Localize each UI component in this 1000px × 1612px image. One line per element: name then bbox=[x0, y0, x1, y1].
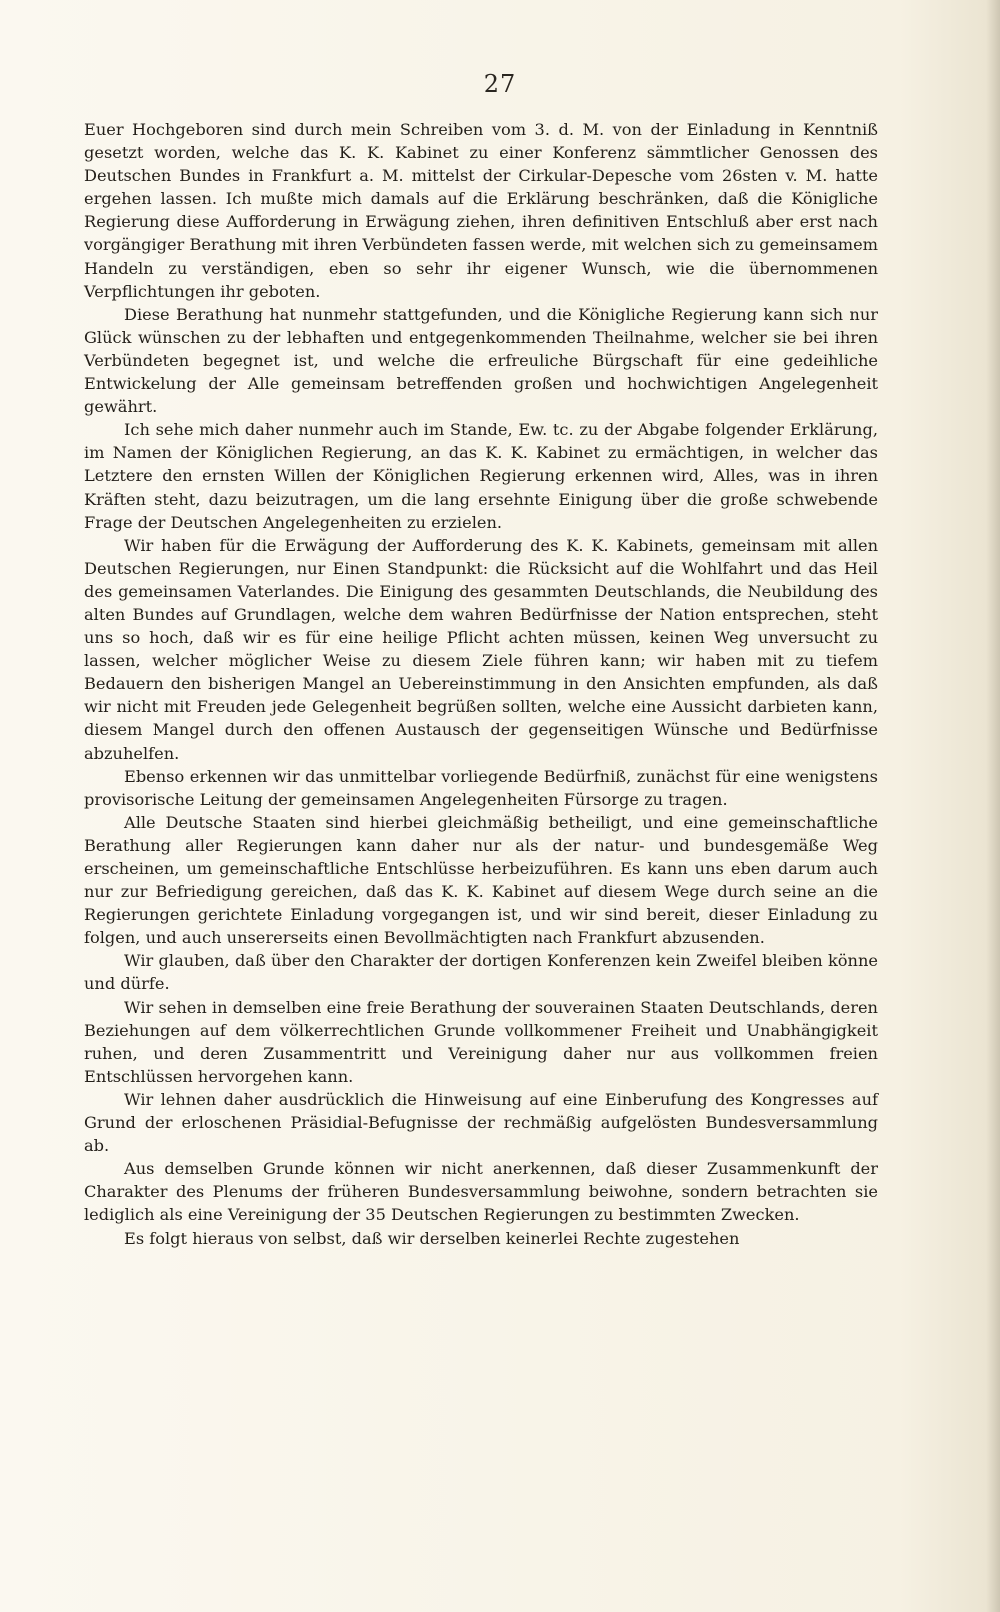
paragraph: Wir glauben, daß über den Charakter der dortigen Konferenzen kein Zweifel bleiben könne und dürfe. bbox=[84, 951, 878, 994]
paragraph: Ebenso erkennen wir das unmittelbar vorliegende Bedürfniß, zunächst für eine wenigstens provisorische Leitung der gemeinsamen Angelegenheiten Fürsorge zu tragen. bbox=[84, 766, 878, 809]
page-edge-shadow bbox=[986, 0, 1000, 1612]
paragraph: Es folgt hieraus von selbst, daß wir derselben keinerlei Rechte zugestehen bbox=[124, 1228, 740, 1248]
paragraph: Euer Hochgeboren sind durch mein Schreiben vom 3. d. M. von der Einladung in Kenntniß gesetzt worden, welche das K. K. Kabinet zu einer Konferenz sämmtlicher Genossen des Deutschen Bundes in Frankfurt a. M. mittelst der Cirkular-Depesche vom 26sten v. M. hatte ergehen lassen. Ich mußte mich damals auf die Erklärung beschränken, daß die Königliche Regierung diese Aufforderung in Erwägung ziehen, ihren definitiven Entschluß aber erst nach vorgängiger Berathung mit ihren Verbündeten fassen werde, mit welchen sich zu gemeinsamem Handeln zu verständigen, eben so sehr ihr eigener Wunsch, wie die übernommenen Verpflichtungen ihr geboten. bbox=[84, 120, 878, 301]
paragraph: Aus demselben Grunde können wir nicht anerkennen, daß dieser Zusammenkunft der Charakter des Plenums der früheren Bundesversammlung beiwohne, sondern betrachten sie lediglich als eine Vereinigung der 35 Deutschen Regierungen zu bestimmten Zwecken. bbox=[84, 1159, 878, 1225]
paragraph: Wir haben für die Erwägung der Aufforderung des K. K. Kabinets, gemeinsam mit allen Deutschen Regierungen, nur Einen Standpunkt: die Rücksicht auf die Wohlfahrt und das Heil des gemeinsamen Vaterlandes. Die Einigung des gesammten Deutschlands, die Neubildung des alten Bundes auf Grundlagen, welche dem wahren Bedürfnisse der Nation entsprechen, steht uns so hoch, daß wir es für eine heilige Pflicht achten müssen, keinen Weg unversucht zu lassen, welcher möglicher Weise zu diesem Ziele führen kann; wir haben mit zu tiefem Bedauern den bisherigen Mangel an Uebereinstimmung in den Ansichten empfunden, als daß wir nicht mit Freuden jede Gelegenheit begrüßen sollten, welche eine Aussicht darbieten kann, diesem Mangel durch den offenen Austausch der gegenseitigen Wünsche und Bedürfnisse abzuhelfen. bbox=[84, 535, 878, 763]
paragraph: Wir lehnen daher ausdrücklich die Hinweisung auf eine Einberufung des Kongresses auf Grund der erloschenen Präsidial-Befugnisse der rechmäßig aufgelösten Bundesversammlung ab. bbox=[84, 1089, 878, 1156]
paragraph: Diese Berathung hat nunmehr stattgefunden, und die Königliche Regierung kann sich nur Glück wünschen zu der lebhaften und entgegenkommenden Theilnahme, welcher sie bei ihren Verbündeten begegnet ist, und welche die erfreuliche Bürgschaft für eine gedeihliche Entwickelung der Alle gemeinsam betreffenden großen und hochwichtigen Angelegenheit gewährt. bbox=[84, 304, 878, 417]
body-text bbox=[84, 118, 878, 1250]
paragraph: Ich sehe mich daher nunmehr auch im Stande, Ew. tc. zu der Abgabe folgender Erklärung, im Namen der Königlichen Regierung, an das K. K. Kabinet zu ermächtigen, in welcher das Letztere den ernsten Willen der Königlichen Regierung erkennen wird, Alles, was in ihren Kräften steht, dazu beizutragen, um die lang ersehnte Einigung über die große schwebende Frage der Deutschen Angelegenheiten zu erzielen. bbox=[84, 420, 878, 532]
paragraph: Alle Deutsche Staaten sind hierbei gleichmäßig betheiligt, und eine gemeinschaftliche Berathung aller Regierungen kann daher nur als der natur- und bundesgemäße Weg erscheinen, um gemeinschaftliche Entschlüsse herbeizuführen. Es kann uns eben darum auch nur zur Befriedigung gereichen, daß das K. K. Kabinet auf diesem Wege durch seine an die Regierungen gerichtete Einladung vorgegangen ist, und wir sind bereit, dieser Einladung zu folgen, und auch unsererseits einen Bevollmächtigten nach Frankfurt abzusenden. bbox=[84, 812, 878, 948]
paragraph: Wir sehen in demselben eine freie Berathung der souverainen Staaten Deutschlands, deren Beziehungen auf dem völkerrechtlichen Grunde vollkommener Freiheit und Unabhängigkeit ruhen, und deren Zusammentritt und Vereinigung daher nur aus vollkommen freien Entschlüssen hervorgehen kann. bbox=[84, 997, 878, 1086]
page-number: 27 bbox=[483, 70, 517, 98]
